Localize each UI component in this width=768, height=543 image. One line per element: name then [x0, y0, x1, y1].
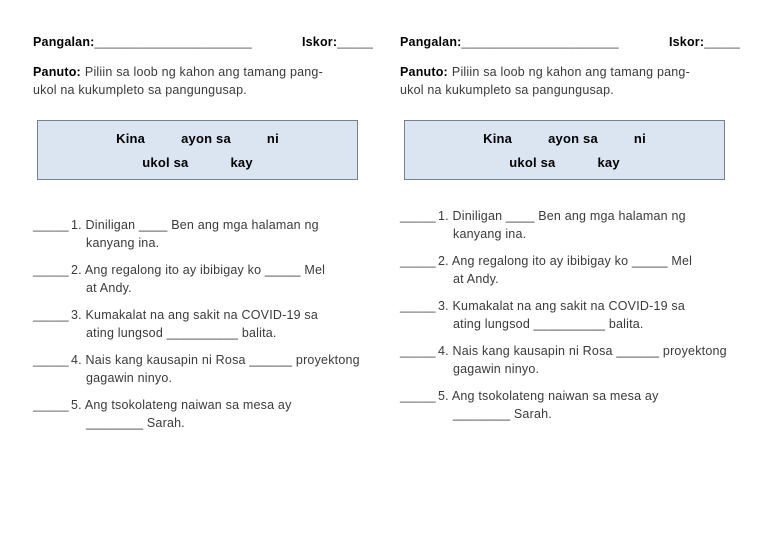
item-number: 4.	[71, 353, 82, 367]
worksheet-item-4	[400, 343, 740, 378]
worksheet-item-2	[33, 262, 373, 297]
word-bank-box	[404, 120, 725, 180]
item-number: 5.	[71, 398, 82, 412]
answer-blank-line: _____	[33, 398, 69, 412]
item-text-line-2: ________ Sarah.	[453, 406, 552, 421]
item-text-line-1: Diniligan ____ Ben ang mga halaman ng	[85, 218, 319, 232]
item-text-line-1: Nais kang kausapin ni Rosa ______ proyektong	[452, 344, 727, 358]
header-row	[400, 35, 740, 49]
word-bank-box	[37, 120, 358, 180]
item-number: 3.	[438, 299, 449, 313]
item-number: 4.	[438, 344, 449, 358]
answer-blank-line: _____	[400, 389, 436, 403]
items-list	[400, 208, 740, 423]
word-ukol-sa: ukol sa	[509, 154, 556, 170]
name-field	[400, 35, 619, 49]
word-kina: Kina	[116, 130, 146, 146]
item-text-line-2: ating lungsod __________ balita.	[86, 325, 277, 340]
worksheet-item-5	[400, 388, 740, 423]
header-row	[33, 35, 373, 49]
item-text-line-2: ________ Sarah.	[86, 415, 185, 430]
score-field	[302, 35, 373, 49]
word-bank-row-2	[142, 155, 253, 170]
item-number: 2.	[438, 254, 449, 268]
name-label: Pangalan:	[400, 35, 462, 49]
worksheet-item-4	[33, 352, 373, 387]
answer-blank-line: _____	[400, 299, 436, 313]
item-text-line-2: ating lungsod __________ balita.	[453, 316, 644, 331]
item-number: 1.	[71, 218, 82, 232]
instructions-line-2: ukol na kukumpleto sa pangungusap.	[33, 83, 247, 97]
word-ayon-sa: ayon sa	[548, 130, 598, 146]
score-blank-line: _____	[337, 35, 373, 49]
word-ukol-sa: ukol sa	[142, 154, 189, 170]
instructions-line-2: ukol na kukumpleto sa pangungusap.	[400, 83, 614, 97]
word-kina: Kina	[483, 130, 513, 146]
item-text-line-2: kanyang ina.	[86, 235, 160, 250]
score-label: Iskor:	[301, 35, 338, 49]
items-list	[33, 217, 373, 432]
word-bank-row-1	[483, 131, 646, 146]
item-text-line-2: gagawin ninyo.	[453, 361, 540, 376]
item-number: 5.	[438, 389, 449, 403]
item-number: 1.	[438, 209, 449, 223]
word-ni: ni	[633, 130, 646, 146]
item-text-line-1: Kumakalat na ang sakit na COVID-19 sa	[452, 299, 686, 313]
word-kay: kay	[597, 154, 620, 170]
item-text-line-2: gagawin ninyo.	[86, 370, 173, 385]
worksheet-item-5	[33, 397, 373, 432]
worksheet-item-3	[33, 307, 373, 342]
item-text-line-2: kanyang ina.	[453, 226, 527, 241]
name-field	[33, 35, 252, 49]
word-bank-row-1	[116, 131, 279, 146]
item-text-line-2: at Andy.	[453, 271, 499, 286]
word-ayon-sa: ayon sa	[181, 130, 231, 146]
name-blank-line: ______________________	[94, 35, 252, 49]
worksheet-column-right	[400, 35, 740, 423]
instructions	[400, 63, 740, 99]
instructions-label: Panuto:	[400, 65, 448, 79]
name-blank-line: ______________________	[461, 35, 619, 49]
worksheet-item-2	[400, 253, 740, 288]
answer-blank-line: _____	[33, 263, 69, 277]
item-text-line-2: at Andy.	[86, 280, 132, 295]
score-blank-line: _____	[704, 35, 740, 49]
answer-blank-line: _____	[400, 209, 436, 223]
item-text-line-1: Nais kang kausapin ni Rosa ______ proyektong	[85, 353, 360, 367]
item-number: 2.	[71, 263, 82, 277]
item-text-line-1: Diniligan ____ Ben ang mga halaman ng	[452, 209, 686, 223]
instructions-line-1: Piliin sa loob ng kahon ang tamang pang-	[84, 65, 323, 79]
item-number: 3.	[71, 308, 82, 322]
answer-blank-line: _____	[33, 308, 69, 322]
item-text-line-1: Ang tsokolateng naiwan sa mesa ay	[84, 398, 292, 412]
item-text-line-1: Kumakalat na ang sakit na COVID-19 sa	[85, 308, 319, 322]
worksheet-column-left	[33, 35, 373, 432]
answer-blank-line: _____	[400, 344, 436, 358]
worksheet-item-1	[33, 217, 373, 252]
answer-blank-line: _____	[33, 218, 69, 232]
score-field	[669, 35, 740, 49]
answer-blank-line: _____	[33, 353, 69, 367]
item-text-line-1: Ang regalong ito ay ibibigay ko _____ Mel	[451, 254, 693, 268]
word-bank-row-2	[509, 155, 620, 170]
instructions-label: Panuto:	[33, 65, 81, 79]
word-kay: kay	[230, 154, 253, 170]
worksheet-item-1	[400, 208, 740, 243]
name-label: Pangalan:	[33, 35, 95, 49]
answer-blank-line: _____	[400, 254, 436, 268]
instructions-line-1: Piliin sa loob ng kahon ang tamang pang-	[451, 65, 690, 79]
score-label: Iskor:	[668, 35, 705, 49]
item-text-line-1: Ang tsokolateng naiwan sa mesa ay	[451, 389, 659, 403]
item-text-line-1: Ang regalong ito ay ibibigay ko _____ Mel	[84, 263, 326, 277]
instructions	[33, 63, 373, 99]
word-ni: ni	[266, 130, 279, 146]
worksheet-item-3	[400, 298, 740, 333]
